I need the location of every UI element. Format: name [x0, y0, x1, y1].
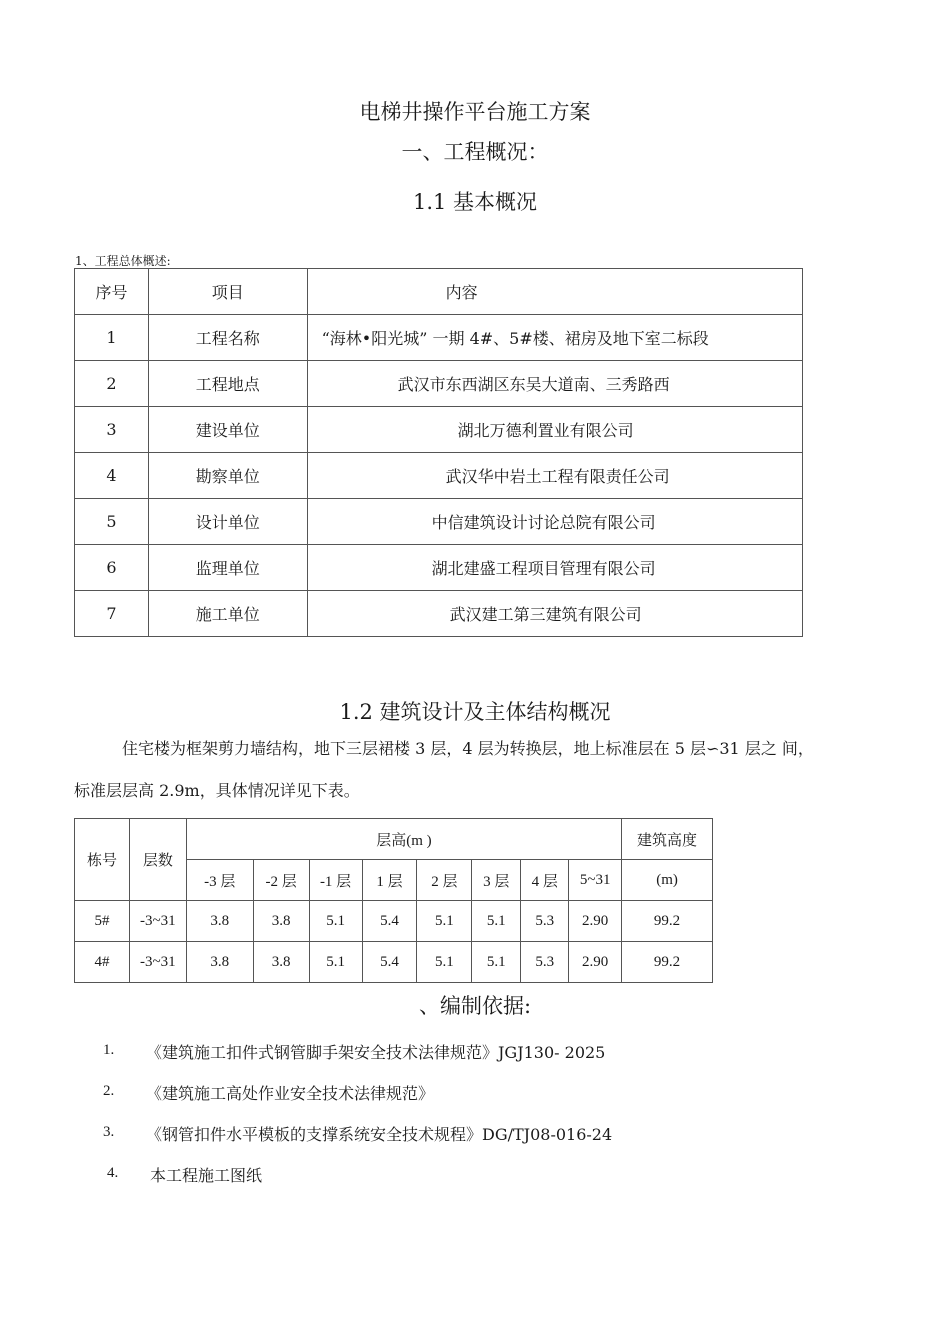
- row-item: 设计单位: [148, 499, 307, 545]
- height-cell: 2.90: [569, 942, 622, 983]
- row-content: 湖北建盛工程项目管理有限公司: [307, 545, 802, 591]
- floor-column-header: 3 层: [472, 860, 521, 901]
- floor-column-header: 1 层: [362, 860, 417, 901]
- row-item: 勘察单位: [148, 453, 307, 499]
- height-cell: 3.8: [186, 901, 253, 942]
- row-number: 3: [75, 407, 149, 453]
- floor-column-header: 4 层: [521, 860, 569, 901]
- section-2-heading: 、编制依据:: [418, 994, 532, 1018]
- height-cell: 3.8: [253, 901, 309, 942]
- row-content: 湖北万德利置业有限公司: [307, 407, 802, 453]
- floor-column-header: -1 层: [309, 860, 362, 901]
- table-header-row: [75, 819, 713, 860]
- reference-text: 《钢管扣件水平模板的支撑系统安全技术规程》DG/TJ08-016-24: [146, 1125, 613, 1144]
- row-content: “海林•阳光城” 一期 4#、5#楼、裙房及地下室二标段: [307, 315, 802, 361]
- header-cell: 层数: [129, 819, 186, 901]
- row-number: 4: [75, 453, 149, 499]
- height-cell: 5.1: [417, 942, 472, 983]
- table-row: [75, 407, 803, 453]
- row-item: 建设单位: [148, 407, 307, 453]
- reference-text: 《建筑施工扣件式钢管脚手架安全技术法律规范》JGJ130- 2025: [146, 1043, 606, 1062]
- row-number: 5: [75, 499, 149, 545]
- height-cell: 5.4: [362, 901, 417, 942]
- row-content: 武汉市东西湖区东吴大道南、三秀路西: [307, 361, 802, 407]
- paragraph-line: 住宅楼为框架剪力墙结构，地下三层裙楼 3 层，4 层为转换层，地上标准层在 5 层∽31 层之 间，: [122, 739, 814, 758]
- height-cell: 5.1: [472, 901, 521, 942]
- floors-cell: -3~31: [129, 942, 186, 983]
- header-cell: (m): [622, 860, 713, 901]
- reference-text: 《建筑施工高处作业安全技术法律规范》: [146, 1084, 435, 1103]
- table-row: [75, 591, 803, 637]
- reference-number: 1.: [103, 1042, 115, 1058]
- table-1-caption: 1、工程总体概述:: [75, 254, 171, 268]
- document-title: 电梯井操作平台施工方案: [359, 100, 591, 124]
- row-content: 武汉建工第三建筑有限公司: [307, 591, 802, 637]
- row-item: 工程名称: [148, 315, 307, 361]
- paragraph-line: 标准层层高 2.9m，具体情况详见下表。: [74, 781, 360, 800]
- reference-number: 3.: [103, 1124, 115, 1140]
- building-cell: 5#: [75, 901, 130, 942]
- header-cell: 建筑高度: [622, 819, 713, 860]
- height-cell: 5.4: [362, 942, 417, 983]
- row-number: 6: [75, 545, 149, 591]
- row-item: 施工单位: [148, 591, 307, 637]
- section-1-heading: 一、工程概况：: [401, 140, 549, 164]
- table-row: [75, 453, 803, 499]
- height-cell: 3.8: [186, 942, 253, 983]
- floor-height-table: [74, 818, 713, 983]
- height-cell: 5.3: [521, 901, 569, 942]
- building-cell: 4#: [75, 942, 130, 983]
- section-1-1-heading: 1.1 基本概况: [412, 190, 538, 214]
- row-number: 7: [75, 591, 149, 637]
- table-row: [75, 545, 803, 591]
- row-number: 1: [75, 315, 149, 361]
- header-cell: 层高(m ): [186, 819, 621, 860]
- total-height-cell: 99.2: [622, 901, 713, 942]
- row-item: 监理单位: [148, 545, 307, 591]
- height-cell: 5.1: [417, 901, 472, 942]
- floor-column-header: 5~31: [569, 860, 622, 901]
- header-cell: 序号: [75, 269, 149, 315]
- header-cell: 项目: [148, 269, 307, 315]
- table-row: [75, 901, 713, 942]
- table-row: [75, 499, 803, 545]
- header-cell: 栋号: [75, 819, 130, 901]
- reference-number: 2.: [103, 1083, 115, 1099]
- height-cell: 3.8: [253, 942, 309, 983]
- floor-column-header: -2 层: [253, 860, 309, 901]
- floor-column-header: 2 层: [417, 860, 472, 901]
- floors-cell: -3~31: [129, 901, 186, 942]
- total-height-cell: 99.2: [622, 942, 713, 983]
- height-cell: 5.1: [309, 901, 362, 942]
- section-1-2-heading: 1.2 建筑设计及主体结构概况: [339, 700, 611, 724]
- header-cell: 内容: [307, 269, 802, 315]
- height-cell: 2.90: [569, 901, 622, 942]
- reference-number: 4.: [107, 1165, 119, 1181]
- row-content: 中信建筑设计讨论总院有限公司: [307, 499, 802, 545]
- reference-text: 本工程施工图纸: [150, 1166, 263, 1185]
- table-row: [75, 942, 713, 983]
- height-cell: 5.3: [521, 942, 569, 983]
- row-number: 2: [75, 361, 149, 407]
- table-header-row: [75, 269, 803, 315]
- row-item: 工程地点: [148, 361, 307, 407]
- height-cell: 5.1: [472, 942, 521, 983]
- height-cell: 5.1: [309, 942, 362, 983]
- table-row: [75, 361, 803, 407]
- floor-column-header: -3 层: [186, 860, 253, 901]
- row-content: 武汉华中岩土工程有限责任公司: [307, 453, 802, 499]
- table-row: [75, 315, 803, 361]
- project-overview-table: [74, 268, 803, 637]
